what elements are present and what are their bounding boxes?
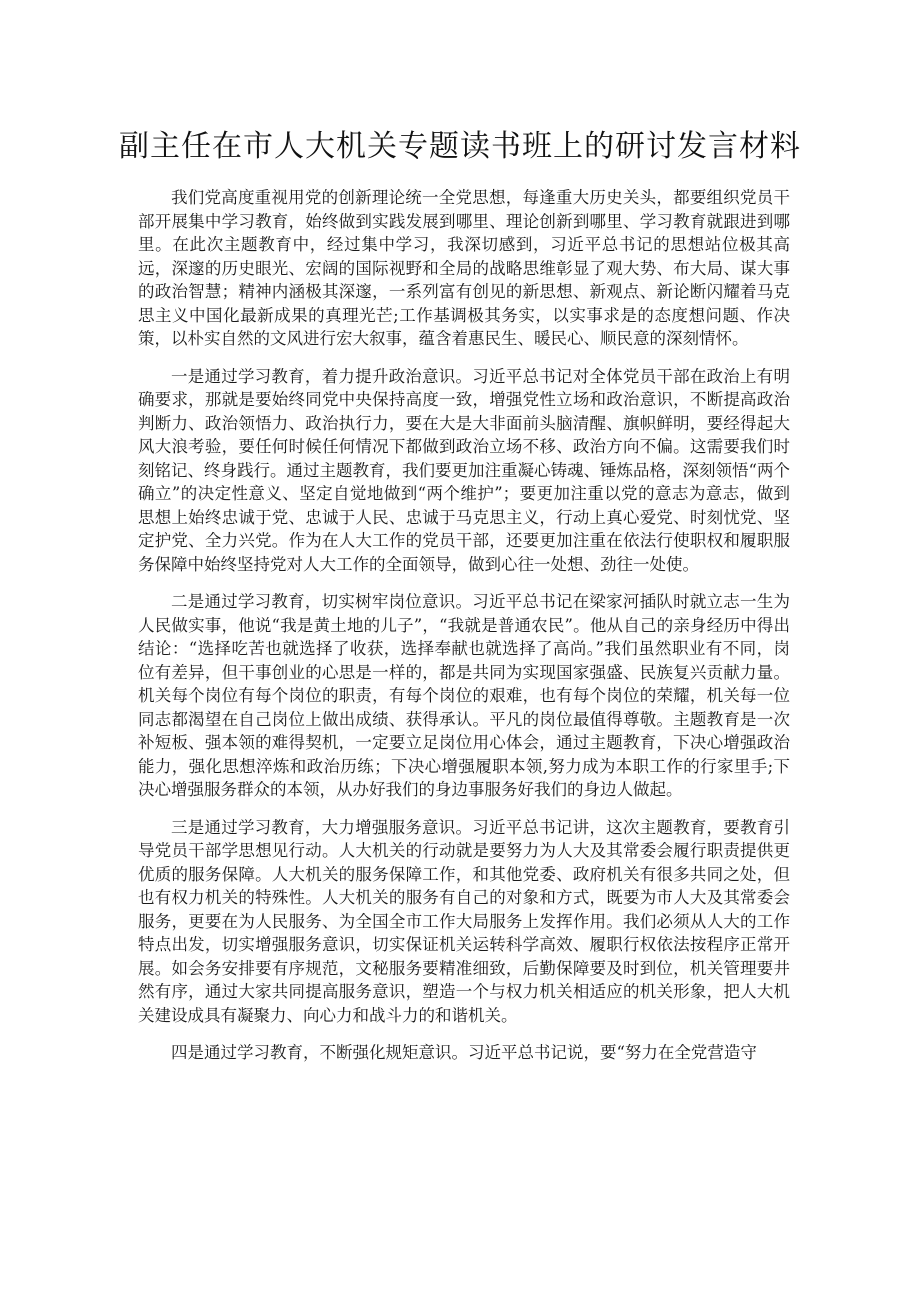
- paragraph-political-awareness: 一是通过学习教育，着力提升政治意识。习近平总书记对全体党员干部在政治上有明确要求，那就是要始终同党中央保持高度一致，增强党性立场和政治意识，不断提高政治判断力、政治领悟力、政治执行力，要在大是大非面前头脑清醒、旗帜鲜明，要经得起大风大浪考验，要任何时候任何情况下都做到政治立场不移、政治方向不偏。这需要我们时刻铭记、终身践行。通过主题教育，我们要更加注重凝心铸魂、锤炼品格，深刻领悟“两个确立”的决定性意义、坚定自觉地做到“两个维护”；要更加注重以党的意志为意志，做到思想上始终忠诚于党、忠诚于人民、忠诚于马克思主义，行动上真心爱党、时刻忧党、坚定护党、全力兴党。作为在人大工作的党员干部，还要更加注重在依法行使职权和履职服务保障中始终坚持党对人大工作的全面领导，做到心往一处想、劲往一处使。: [138, 366, 790, 574]
- paragraph-intro: 我们党高度重视用党的创新理论统一全党思想，每逢重大历史关头，都要组织党员干部开展集中学习教育，始终做到实践发展到哪里、理论创新到哪里、学习教育就跟进到哪里。在此次主题教育中，经过集中学习，我深切感到，习近平总书记的思想站位极其高远，深邃的历史眼光、宏阔的国际视野和全局的战略思维彰显了观大势、布大局、谋大事的政治智慧；精神内涵极其深邃，一系列富有创见的新思想、新观点、新论断闪耀着马克思主义中国化最新成果的真理光芒;工作基调极其务实，以实事求是的态度想问题、作决策，以朴实自然的文风进行宏大叙事，蕴含着惠民生、暖民心、顺民意的深刻情怀。: [138, 188, 790, 348]
- paragraph-rules-awareness: 四是通过学习教育，不断强化规矩意识。习近平总书记说，要“努力在全党营造守: [171, 1043, 757, 1062]
- paragraph-service-awareness: 三是通过学习教育，大力增强服务意识。习近平总书记讲，这次主题教育，要教育引导党员干部学思想见行动。人大机关的行动就是要努力为人大及其常委会履行职责提供更优质的服务保障。人大机关的服务保障工作，和其他党委、政府机关有很多共同之处，但也有权力机关的特殊性。人大机关的服务有自己的对象和方式，既要为市人大及其常委会服务，更要在为人民服务、为全国全市工作大局服务上发挥作用。我们必须从人大的工作特点出发，切实增强服务意识，切实保证机关运转科学高效、履职行权依法按程序正常开展。如会务安排要有序规范，文秘服务要精准细致，后勤保障要及时到位，机关管理要井然有序，通过大家共同提高服务意识，塑造一个与权力机关相适应的机关形象，把人大机关建设成具有凝聚力、向心力和战斗力的和谐机关。: [138, 817, 790, 1025]
- paragraph-post-awareness: 二是通过学习教育，切实树牢岗位意识。习近平总书记在梁家河插队时就立志一生为人民做实事，他说“我是黄土地的儿子”，“我就是普通农民”。他从自己的亲身经历中得出结论：“选择吃苦也就选择了收获，选择奉献也就选择了高尚。”我们虽然职业有不同，岗位有差异，但干事创业的心思是一样的，都是共同为实现国家强盛、民族复兴贡献力量。机关每个岗位有每个岗位的职责，有每个岗位的艰难，也有每个岗位的荣耀，机关每一位同志都渴望在自己岗位上做出成绩、获得承认。平凡的岗位最值得尊敬。主题教育是一次补短板、强本领的难得契机，一定要立足岗位用心体会，通过主题教育，下决心增强政治能力，强化思想淬炼和政治历练；下决心增强履职本领,努力成为本职工作的行家里手;下决心增强服务群众的本领，从办好我们的身边事服务好我们的身边人做起。: [138, 592, 790, 799]
- document-body: [138, 186, 790, 1079]
- document-title: 副主任在市人大机关专题读书班上的研讨发言材料: [119, 129, 801, 164]
